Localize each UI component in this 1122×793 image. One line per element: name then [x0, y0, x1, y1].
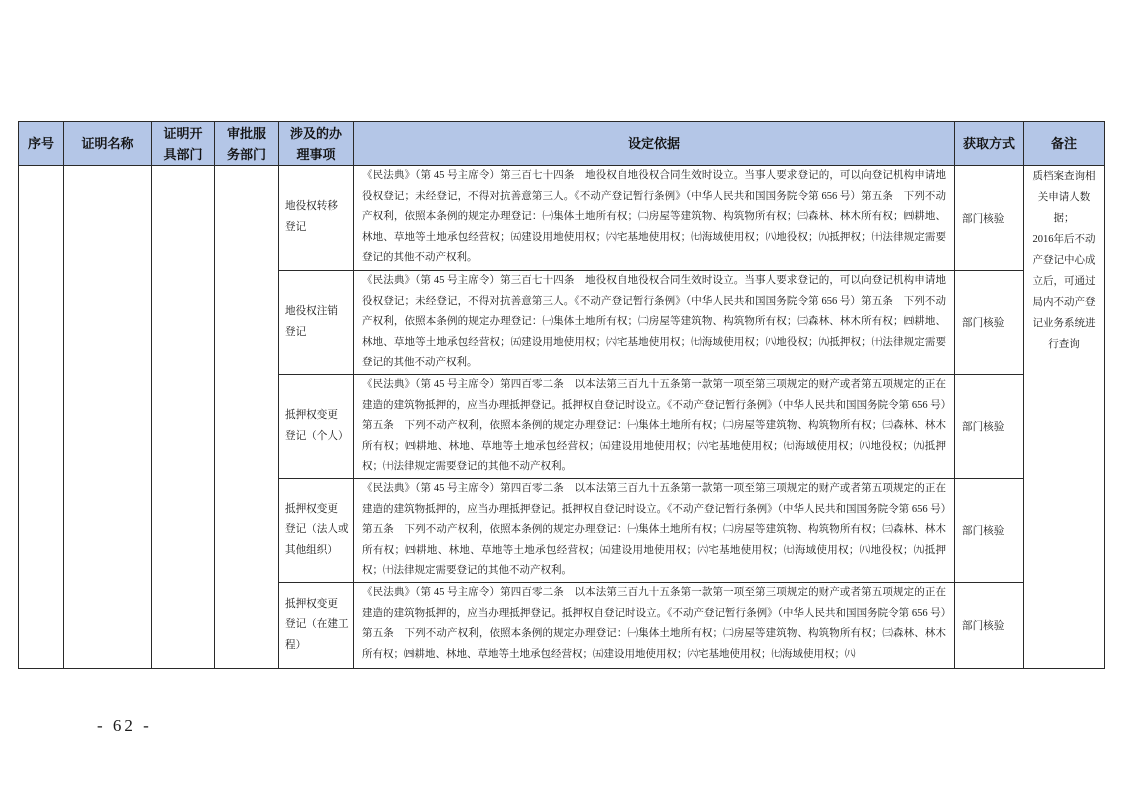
header-method-label: 获取方式 [962, 136, 1015, 151]
header-issuer-label: 证明开具部门 [163, 125, 203, 162]
header-cell-note [1024, 122, 1105, 166]
cell-matter [279, 271, 354, 375]
matter-line: 程） [285, 639, 307, 651]
table-row [19, 166, 1105, 271]
header-cell-issuer [152, 122, 215, 166]
header-cell-method [955, 122, 1024, 166]
basis-text: 《民法典》（第 45 号主席令）第四百零二条 以本法第三百九十五条第一款第一项至第三项规定的财产或者第五项规定的正在建造的建筑物抵押的，应当办理抵押登记。抵押权自登记时设立。《不动产登记暂行条例》（中华人民共和国国务院令第 656 号）第五条 下列不动产权利，依照本条例的规定办理登记：㈠集体土地所有权；㈡房屋等建筑物、构筑物所有权；㈢森林、林木所有权；㈣耕地、林地、草地等土地承包经营权；㈤建设用地使用权；㈥宅基地使用权；㈦海域使用权；㈧地役权；㈨抵押权；㈩法律规定需要登记的其他不动产权利。 [362, 379, 946, 473]
cell-cert-name [64, 166, 152, 669]
note-text: 质档案查询相关申请人数据； [1032, 171, 1096, 224]
method-text: 部门核验 [962, 213, 1005, 225]
cell-matter [279, 479, 354, 583]
cell-issuer [152, 166, 215, 669]
cell-basis [354, 479, 955, 583]
proof-items-table [18, 121, 1105, 669]
header-matter-label: 涉及的办理事项 [289, 125, 342, 162]
matter-line: 抵押权变更 [285, 409, 338, 421]
header-cell-index [19, 122, 64, 166]
cell-note [1024, 166, 1105, 669]
cell-method [955, 271, 1024, 375]
note-text: 2016年后不动产登记中心成立后，可通过局内不动产登记业务系统进行查询 [1032, 234, 1096, 350]
matter-line: 登记（法人或 [285, 524, 349, 536]
header-approver-label: 审批服务部门 [226, 125, 266, 162]
cell-method [955, 479, 1024, 583]
method-text: 部门核验 [962, 526, 1005, 537]
header-cell-basis [354, 122, 955, 166]
matter-line: 地役权转移 [285, 201, 338, 213]
basis-text: 《民法典》（第 45 号主席令）第四百零二条 以本法第三百九十五条第一款第一项至第三项规定的财产或者第五项规定的正在建造的建筑物抵押的，应当办理抵押登记。抵押权自登记时设立。《不动产登记暂行条例》（中华人民共和国国务院令第 656 号）第五条 下列不动产权利，依照本条例的规定办理登记：㈠集体土地所有权；㈡房屋等建筑物、构筑物所有权；㈢森林、林木所有权；㈣耕地、林地、草地等土地承包经营权；㈤建设用地使用权；㈥宅基地使用权；㈦海域使用权；㈧ [362, 587, 946, 660]
method-text: 部门核验 [962, 318, 1005, 329]
cell-matter [279, 375, 354, 479]
header-cell-approver [215, 122, 279, 166]
header-basis-label: 设定依据 [627, 136, 680, 151]
header-index-label: 序号 [27, 136, 54, 151]
cell-index [19, 166, 64, 669]
method-text: 部门核验 [962, 422, 1005, 433]
matter-line: 登记（在建工 [285, 619, 349, 631]
cell-method [955, 166, 1024, 271]
matter-line: 抵押权变更 [285, 598, 338, 610]
matter-line: 登记（个人） [285, 430, 349, 442]
method-text: 部门核验 [962, 621, 1005, 632]
basis-text: 《民法典》（第 45 号主席令）第四百零二条 以本法第三百九十五条第一款第一项至第三项规定的财产或者第五项规定的正在建造的建筑物抵押的，应当办理抵押登记。抵押权自登记时设立。《不动产登记暂行条例》（中华人民共和国国务院令第 656 号）第五条 下列不动产权利，依照本条例的规定办理登记：㈠集体土地所有权；㈡房屋等建筑物、构筑物所有权；㈢森林、林木所有权；㈣耕地、林地、草地等土地承包经营权；㈤建设用地使用权；㈥宅基地使用权；㈦海域使用权；㈧地役权；㈨抵押权；㈩法律规定需要登记的其他不动产权利。 [362, 483, 946, 577]
header-cell-cert-name [64, 122, 152, 166]
cell-matter [279, 583, 354, 669]
matter-line: 地役权注销 [285, 305, 338, 317]
cell-method [955, 583, 1024, 669]
matter-line: 登记 [285, 222, 307, 233]
cell-basis [354, 166, 955, 271]
header-cell-matter [279, 122, 354, 166]
cell-matter [279, 166, 354, 271]
cell-basis [354, 271, 955, 375]
page-number: - 62 - [97, 716, 152, 735]
cell-basis [354, 375, 955, 479]
basis-text: 《民法典》（第 45 号主席令）第三百七十四条 地役权自地役权合同生效时设立。当事人要求登记的，可以向登记机构申请地役权登记；未经登记，不得对抗善意第三人。《不动产登记暂行条例》（中华人民共和国国务院令第 656 号）第五条 下列不动产权利，依照本条例的规定办理登记：㈠集体土地所有权；㈡房屋等建筑物、构筑物所有权；㈢森林、林木所有权；㈣耕地、林地、草地等土地承包经营权；㈤建设用地使用权；㈥宅基地使用权；㈦海域使用权；㈧地役权；㈨抵押权；㈩法律规定需要登记的其他不动产权利。 [362, 275, 946, 369]
cell-basis [354, 583, 955, 669]
cell-method [955, 375, 1024, 479]
basis-text: 《民法典》（第 45 号主席令）第三百七十四条 地役权自地役权合同生效时设立。当事人要求登记的，可以向登记机构申请地役权登记；未经登记，不得对抗善意第三人。《不动产登记暂行条例》（中华人民共和国国务院令第 656 号）第五条 下列不动产权利，依照本条例的规定办理登记：㈠集体土地所有权；㈡房屋等建筑物、构筑物所有权；㈢森林、林木所有权；㈣耕地、林地、草地等土地承包经营权；㈤建设用地使用权；㈥宅基地使用权；㈦海域使用权；㈧地役权；㈨抵押权；㈩法律规定需要登记的其他不动产权利。 [362, 170, 946, 264]
matter-line: 抵押权变更 [285, 503, 338, 515]
matter-line: 登记 [285, 326, 307, 338]
table-header-row [19, 122, 1105, 166]
matter-line: 其他组织） [285, 544, 338, 556]
header-note-label: 备注 [1050, 136, 1077, 151]
header-cert-name-label: 证明名称 [81, 136, 134, 151]
cell-approver [215, 166, 279, 669]
